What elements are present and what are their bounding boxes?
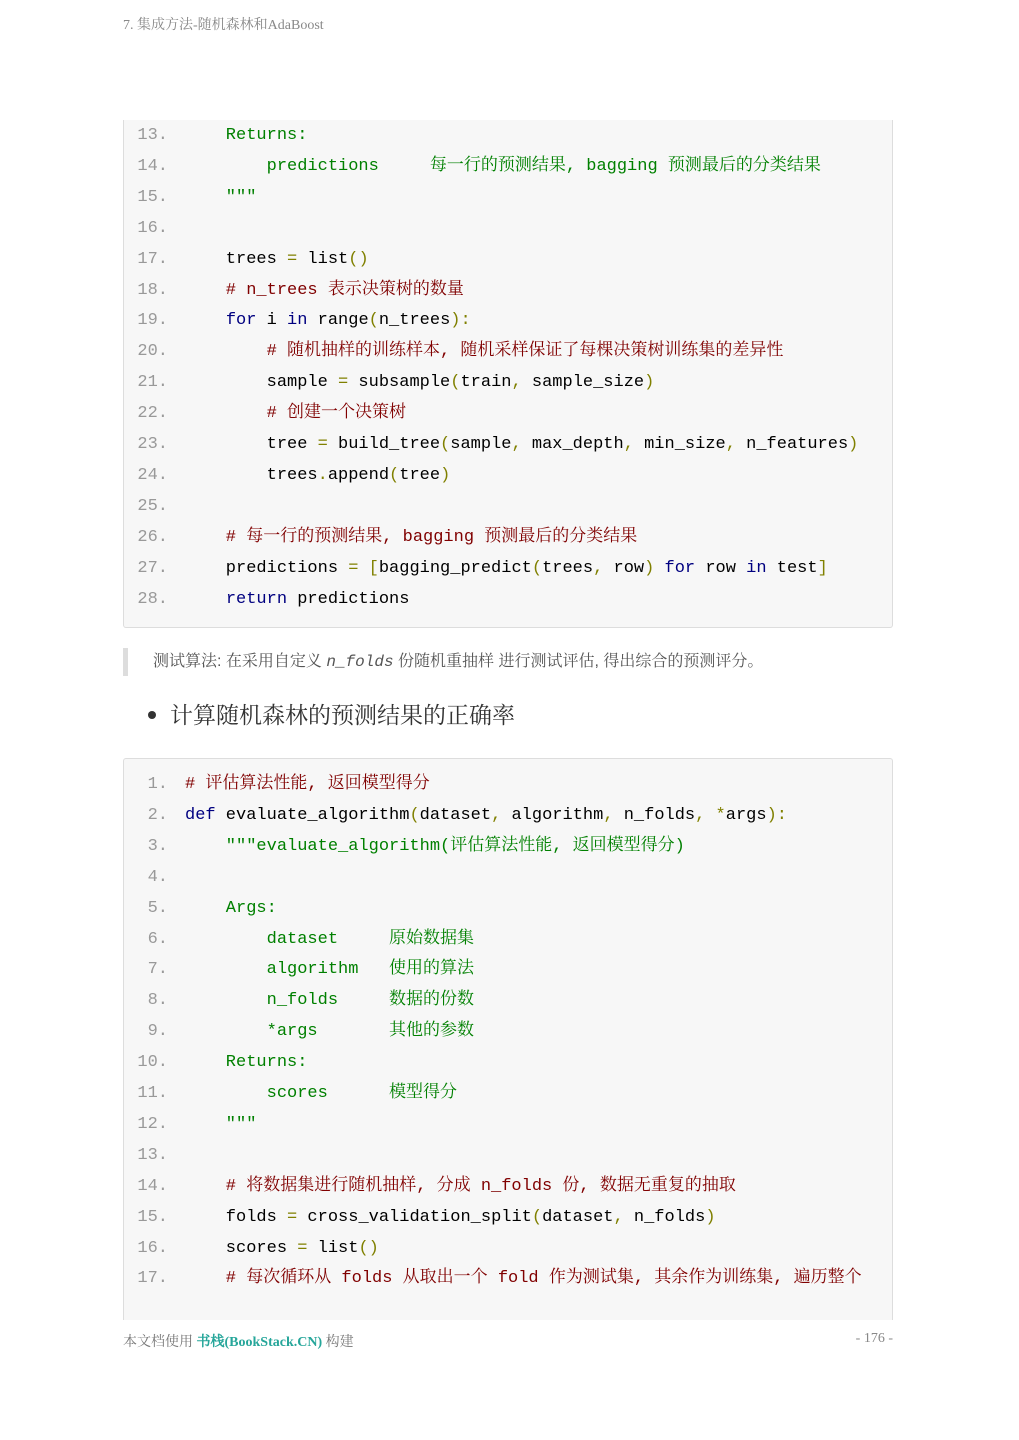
code-token: # 随机抽样的训练样本, 随机采样保证了每棵决策树训练集的差异性 bbox=[185, 342, 784, 362]
code-token: range bbox=[307, 311, 369, 331]
line-code bbox=[185, 584, 409, 615]
line-number: 27. bbox=[137, 558, 168, 578]
line-code bbox=[185, 1202, 716, 1233]
code-token: # 创建一个决策树 bbox=[185, 404, 407, 424]
code-token: = bbox=[317, 435, 328, 454]
code-token: , bbox=[511, 373, 522, 393]
code-token: def bbox=[185, 805, 216, 825]
line-code bbox=[185, 460, 450, 491]
line-number: 10. bbox=[137, 1053, 168, 1073]
code-token: algorithm bbox=[501, 805, 604, 825]
footer-prefix: 本文档使用 bbox=[123, 1335, 197, 1350]
code-token: evaluate_algorithm bbox=[215, 805, 410, 825]
line-code bbox=[185, 1233, 379, 1264]
code-token: # 将数据集进行随机抽样, 分成 n_folds 份, 数据无重复的抽取 bbox=[185, 1176, 736, 1196]
line-code bbox=[185, 1263, 862, 1294]
code-token: append bbox=[327, 465, 390, 485]
line-code bbox=[185, 985, 474, 1016]
code-token: # n_trees 表示决策树的数量 bbox=[185, 280, 464, 300]
code-token: , bbox=[613, 1207, 624, 1227]
line-number: 26. bbox=[137, 527, 168, 547]
code-token: sample bbox=[185, 373, 339, 393]
code-token: = bbox=[338, 373, 349, 393]
code-token: """evaluate_algorithm(评估算法性能, 返回模型得分) bbox=[185, 836, 685, 856]
bullet-text: 计算随机森林的预测结果的正确率 bbox=[170, 702, 515, 728]
code-token: ( bbox=[531, 1207, 543, 1227]
code-token: , bbox=[695, 805, 706, 825]
code-token: , bbox=[725, 435, 736, 454]
code-token: n_trees bbox=[378, 311, 451, 331]
line-code bbox=[185, 954, 474, 985]
code-token: n_folds 数据的份数 bbox=[185, 991, 475, 1011]
line-code bbox=[185, 305, 471, 336]
running-header: 7. 集成方法-随机森林和AdaBoost bbox=[123, 18, 324, 33]
line-number: 11. bbox=[137, 1084, 168, 1103]
code-token: sample_size bbox=[521, 373, 645, 393]
code-token: list bbox=[307, 1238, 359, 1258]
code-token: sample bbox=[450, 435, 512, 454]
code-token: list bbox=[297, 249, 349, 269]
code-token: trees bbox=[185, 249, 288, 269]
blockquote bbox=[123, 648, 893, 676]
line-number: 17. bbox=[137, 1269, 168, 1289]
line-code bbox=[185, 398, 406, 429]
code-token: n_folds bbox=[613, 805, 696, 825]
code-token: # 每一行的预测结果, bagging 预测最后的分类结果 bbox=[185, 527, 638, 547]
code-token: ( bbox=[440, 435, 451, 454]
code-token: ) bbox=[644, 558, 655, 578]
code-token bbox=[185, 590, 226, 609]
line-code bbox=[185, 800, 787, 831]
line-number: 13. bbox=[137, 126, 168, 145]
code-block bbox=[123, 758, 893, 1320]
code-token: test bbox=[766, 558, 818, 578]
code-token: trees bbox=[185, 465, 318, 485]
line-code bbox=[185, 1078, 457, 1109]
code-token: ( bbox=[368, 311, 379, 331]
code-token: ) bbox=[440, 465, 451, 485]
line-number: 7. bbox=[147, 960, 168, 980]
line-number: 8. bbox=[147, 991, 168, 1011]
line-code bbox=[185, 1047, 307, 1078]
code-token: train bbox=[460, 373, 512, 393]
line-number: 2. bbox=[147, 805, 168, 825]
line-code bbox=[185, 336, 783, 367]
code-token: = bbox=[287, 1207, 298, 1227]
code-token: tree bbox=[185, 435, 318, 454]
code-token: n_folds bbox=[623, 1207, 706, 1227]
line-number: 15. bbox=[137, 1207, 168, 1227]
footer-brand-link[interactable]: 书栈(BookStack.CN) bbox=[196, 1335, 323, 1350]
line-number: 19. bbox=[137, 311, 168, 331]
bullet-item bbox=[148, 698, 515, 732]
line-number: 18. bbox=[137, 280, 168, 300]
code-token: , bbox=[623, 435, 634, 454]
code-token: subsample bbox=[348, 373, 451, 393]
code-token: build_tree bbox=[327, 435, 441, 454]
line-number: 23. bbox=[137, 435, 168, 454]
line-number: 17. bbox=[137, 249, 168, 269]
code-token: Returns: bbox=[185, 126, 308, 145]
line-number: 24. bbox=[137, 465, 168, 485]
line-number: 4. bbox=[147, 867, 168, 887]
line-code bbox=[185, 120, 307, 151]
code-token: Args: bbox=[185, 898, 277, 918]
line-code bbox=[185, 429, 858, 460]
line-number: 21. bbox=[137, 373, 168, 393]
code-token: in bbox=[746, 558, 767, 578]
line-number: 13. bbox=[137, 1145, 168, 1165]
line-code bbox=[185, 151, 821, 182]
code-token: , bbox=[603, 805, 614, 825]
code-token: dataset bbox=[419, 805, 492, 825]
code-token: row bbox=[603, 558, 645, 578]
code-token: () bbox=[358, 1238, 379, 1258]
code-token: """ bbox=[185, 1114, 257, 1134]
code-token: scores bbox=[185, 1238, 298, 1258]
code-token: . bbox=[317, 465, 328, 485]
code-token bbox=[358, 559, 368, 578]
code-token: Returns: bbox=[185, 1053, 308, 1073]
code-token: = bbox=[287, 249, 298, 269]
code-token: return bbox=[225, 589, 288, 609]
code-token: predictions bbox=[185, 558, 349, 578]
code-token: """ bbox=[185, 187, 257, 207]
line-code bbox=[185, 553, 828, 584]
code-token: [ bbox=[368, 558, 379, 578]
code-token: * bbox=[715, 805, 726, 825]
line-number: 16. bbox=[137, 1238, 168, 1258]
line-number: 3. bbox=[147, 836, 168, 856]
code-token: n_features bbox=[735, 435, 849, 454]
code-token: , bbox=[593, 558, 604, 578]
code-token: *args 其他的参数 bbox=[185, 1022, 475, 1042]
line-code bbox=[185, 244, 369, 275]
code-token: scores 模型得分 bbox=[185, 1084, 458, 1103]
line-code bbox=[185, 893, 277, 924]
code-token: ( bbox=[409, 805, 420, 825]
line-number: 25. bbox=[137, 496, 168, 516]
code-token: # 每次循环从 folds 从取出一个 fold 作为测试集, 其余作为训练集, 遍历整个 bbox=[185, 1269, 862, 1289]
line-number: 14. bbox=[137, 1176, 168, 1196]
code-block bbox=[123, 120, 893, 628]
code-token bbox=[705, 806, 715, 825]
line-code bbox=[185, 831, 685, 862]
line-code bbox=[185, 1016, 474, 1047]
line-number: 1. bbox=[147, 775, 168, 794]
footer-suffix: 构建 bbox=[322, 1335, 354, 1350]
code-token: ): bbox=[766, 805, 787, 825]
code-token: row bbox=[695, 558, 747, 578]
line-code bbox=[185, 182, 256, 213]
page-number: - 176 - bbox=[855, 1331, 893, 1346]
code-token: , bbox=[511, 435, 522, 454]
code-token: predictions bbox=[287, 589, 410, 609]
line-code bbox=[185, 1109, 256, 1140]
code-token: = bbox=[348, 558, 359, 578]
code-token: bagging_predict bbox=[378, 558, 532, 578]
code-token: algorithm 使用的算法 bbox=[185, 960, 475, 980]
footer-credit bbox=[123, 1331, 354, 1351]
code-token: folds bbox=[185, 1207, 288, 1227]
blockquote-prefix: 测试算法: 在采用自定义 bbox=[153, 653, 327, 670]
bullet-icon bbox=[148, 711, 156, 719]
code-token: max_depth bbox=[521, 435, 624, 454]
code-token: # 评估算法性能, 返回模型得分 bbox=[185, 775, 430, 794]
code-token bbox=[185, 311, 226, 330]
code-token: ( bbox=[389, 465, 400, 485]
code-token: () bbox=[348, 249, 369, 269]
line-code bbox=[185, 924, 474, 955]
code-token: for bbox=[664, 558, 696, 578]
code-token: i bbox=[256, 311, 288, 331]
code-token: predictions 每一行的预测结果, bagging 预测最后的分类结果 bbox=[185, 156, 821, 176]
code-token: ( bbox=[531, 558, 543, 578]
line-code bbox=[185, 367, 654, 398]
code-token: dataset 原始数据集 bbox=[185, 929, 475, 949]
line-number: 12. bbox=[137, 1114, 168, 1134]
code-token: ( bbox=[450, 373, 461, 393]
code-token: for bbox=[225, 311, 257, 331]
line-code bbox=[185, 1171, 736, 1202]
code-token: cross_validation_split bbox=[297, 1207, 532, 1227]
code-token: ) bbox=[705, 1207, 716, 1227]
line-number: 9. bbox=[147, 1022, 168, 1042]
blockquote-suffix: 份随机重抽样 进行测试评估, 得出综合的预测评分。 bbox=[393, 653, 764, 670]
blockquote-emphasis: n_folds bbox=[326, 653, 394, 671]
line-number: 16. bbox=[137, 218, 168, 238]
line-number: 6. bbox=[147, 929, 168, 949]
code-token: in bbox=[287, 311, 308, 331]
line-code bbox=[185, 275, 464, 306]
line-number: 15. bbox=[137, 187, 168, 207]
code-token: ): bbox=[450, 311, 471, 331]
code-token: trees bbox=[542, 558, 594, 578]
code-token: , bbox=[491, 805, 502, 825]
line-number: 22. bbox=[137, 404, 168, 424]
code-token: ) bbox=[644, 373, 655, 393]
code-token: dataset bbox=[542, 1207, 614, 1227]
line-number: 20. bbox=[137, 342, 168, 362]
code-token: args bbox=[725, 805, 767, 825]
code-token bbox=[654, 559, 664, 578]
code-token: min_size bbox=[633, 435, 726, 454]
line-code bbox=[185, 522, 637, 553]
code-token: ] bbox=[817, 558, 828, 578]
code-token: tree bbox=[399, 465, 441, 485]
line-number: 28. bbox=[137, 589, 168, 609]
code-token: ) bbox=[848, 435, 859, 454]
code-token: = bbox=[297, 1238, 308, 1258]
line-number: 5. bbox=[147, 898, 168, 918]
line-code bbox=[185, 769, 430, 800]
line-number: 14. bbox=[137, 156, 168, 176]
